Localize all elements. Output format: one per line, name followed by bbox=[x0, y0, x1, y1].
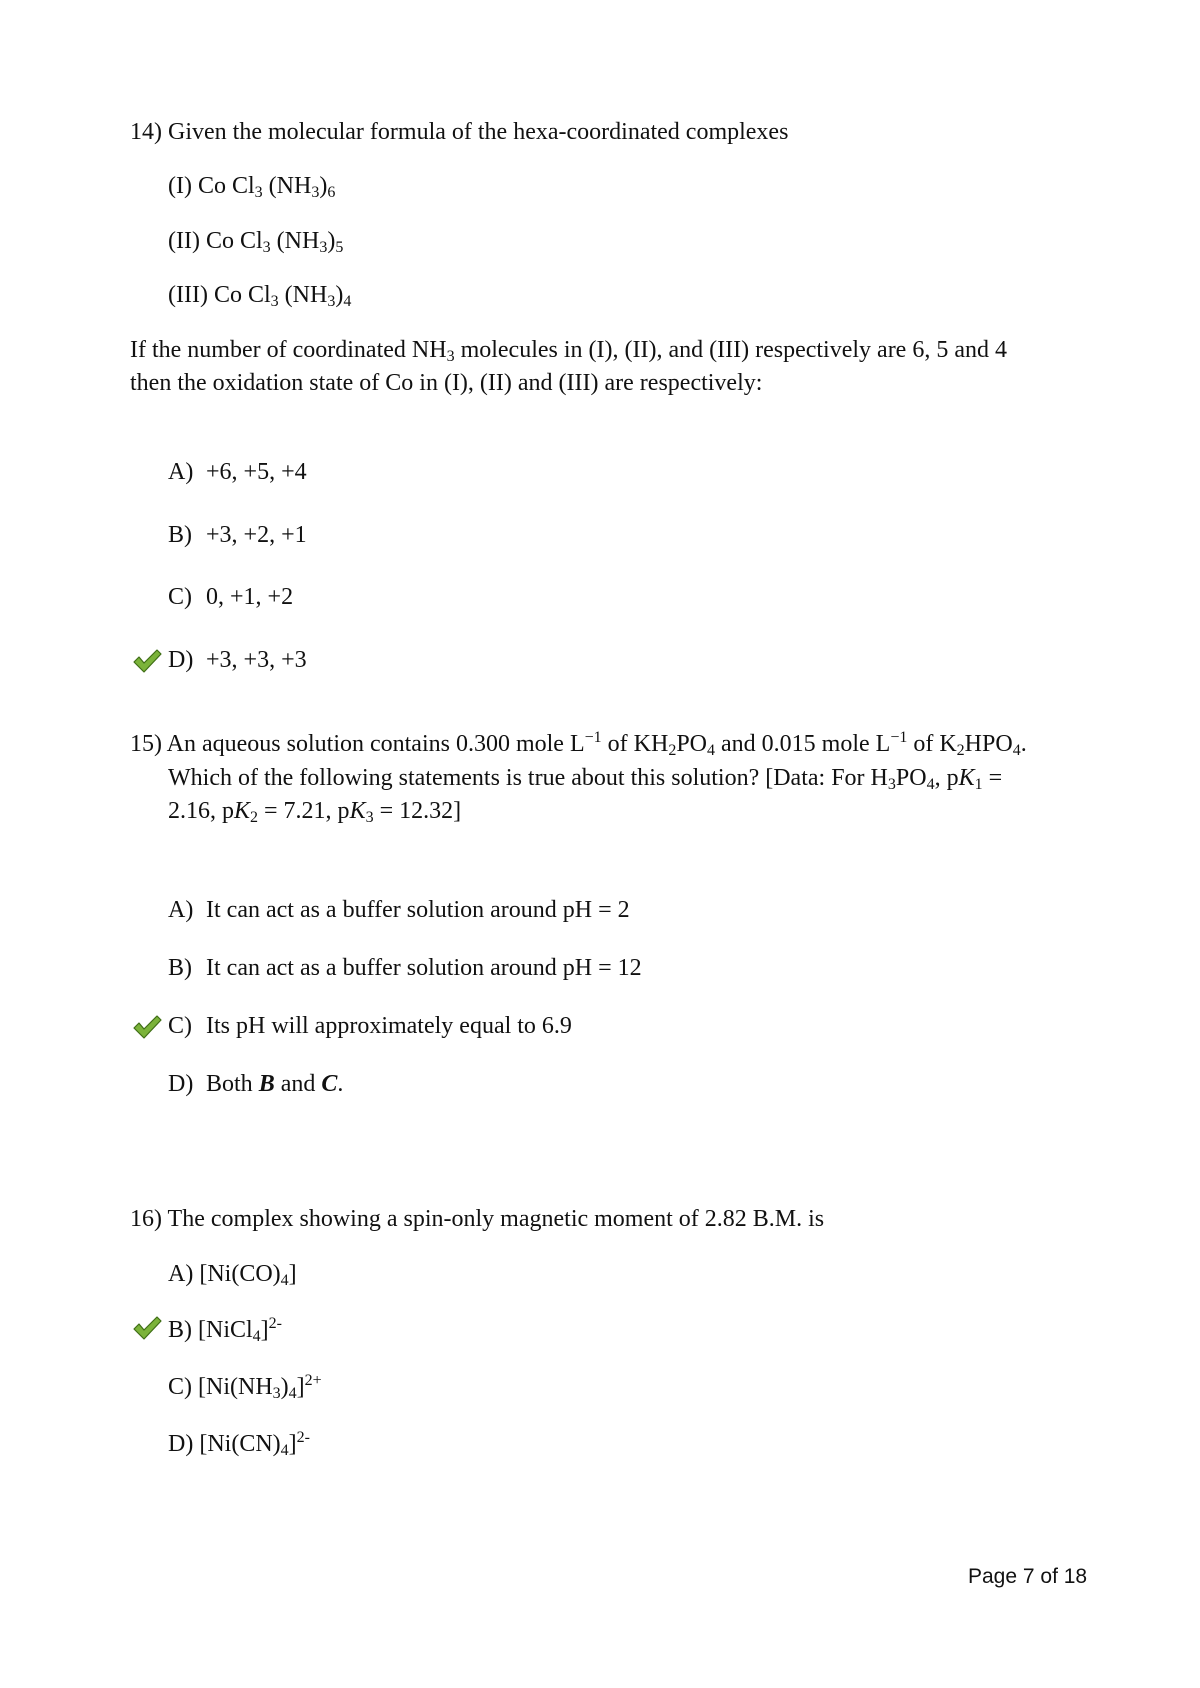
q14-option-d[interactable] bbox=[168, 644, 307, 676]
option-text: Its pH will approximately equal to 6.9 bbox=[206, 1013, 572, 1039]
option-letter: D) bbox=[168, 647, 194, 673]
checkmark-icon bbox=[132, 1315, 162, 1341]
option-letter: A) bbox=[168, 1261, 194, 1287]
q14-complex-1: (I) Co $Cl_3$ $(NH_3)_6$ bbox=[168, 173, 336, 201]
option-letter: D) bbox=[168, 1431, 194, 1457]
option-text: It can act as a buffer solution around pH = 12 bbox=[206, 955, 642, 981]
option-letter: D) bbox=[168, 1071, 194, 1097]
option-text: It can act as a buffer solution around pH = 2 bbox=[206, 897, 630, 923]
checkmark-icon bbox=[132, 648, 162, 674]
option-letter: B) bbox=[168, 955, 192, 981]
checkmark-icon bbox=[132, 1014, 162, 1040]
option-letter: C) bbox=[168, 584, 192, 610]
q14-stem: 14) Given the molecular formula of the hexa-coordinated complexes bbox=[130, 119, 789, 145]
q14-option-b[interactable] bbox=[168, 519, 307, 551]
option-text: +3, +2, +1 bbox=[206, 522, 307, 548]
q14-option-c[interactable] bbox=[168, 581, 293, 613]
option-letter: B) bbox=[168, 522, 192, 548]
option-text: +6, +5, +4 bbox=[206, 459, 307, 485]
option-letter: A) bbox=[168, 897, 194, 923]
option-text: +3, +3, +3 bbox=[206, 647, 307, 673]
q14-option-a[interactable] bbox=[168, 456, 307, 488]
q16-option-d[interactable]: D) $[Ni(CN)_4]^{2-}$ bbox=[168, 1429, 310, 1459]
page-number: Page 7 of 18 bbox=[968, 1565, 1088, 1588]
q16-option-b[interactable]: B) [NiCl$_4$]$^{2-}$ bbox=[168, 1315, 282, 1345]
q14-complex-3: (III) Co $Cl_3$ $(NH_3)_4$ bbox=[168, 282, 352, 310]
option-letter: B) bbox=[168, 1317, 192, 1343]
q15-option-d[interactable]: D) Both B and C. bbox=[168, 1068, 343, 1100]
option-letter: C) bbox=[168, 1374, 192, 1400]
q15-option-c[interactable] bbox=[168, 1010, 572, 1042]
q14-question-line-2: then the oxidation state of Co in (I), (II) and (III) are respectively: bbox=[130, 370, 763, 396]
q14-question-line-1: If the number of coordinated $NH_3$ molecules in (I), (II), and (III) respectively are 6, 5 and 4 bbox=[130, 337, 1007, 365]
q15-option-b[interactable] bbox=[168, 952, 642, 984]
q15-stem-line-2: Which of the following statements is true about this solution? [Data: For $H_3PO_4$, $pK_1$ = bbox=[168, 765, 1003, 793]
q15-option-a[interactable] bbox=[168, 894, 630, 926]
q16-option-a[interactable]: A) $[Ni(CO)_4]$ bbox=[168, 1261, 297, 1289]
q14-complex-2: (II) Co $Cl_3$ $(NH_3)_5$ bbox=[168, 228, 344, 256]
option-letter: A) bbox=[168, 459, 194, 485]
q16-stem: 16) The complex showing a spin-only magnetic moment of 2.82 B.M. is bbox=[130, 1206, 825, 1232]
option-letter: C) bbox=[168, 1013, 192, 1039]
option-text: 0, +1, +2 bbox=[206, 584, 294, 610]
q16-option-c[interactable]: C) $[Ni(NH_3)_4]^{2+}$ bbox=[168, 1372, 322, 1402]
q15-stem-line-1: 15) An aqueous solution contains 0.300 mole $L^{-1}$ of $KH_2PO_4$ and 0.015 mole $L^{-1}$ of $K_2HPO_4$. bbox=[130, 729, 1027, 759]
q15-stem-line-3: 2.16, $pK_2 = 7.21$, $pK_3 = 12.32$] bbox=[168, 798, 462, 826]
